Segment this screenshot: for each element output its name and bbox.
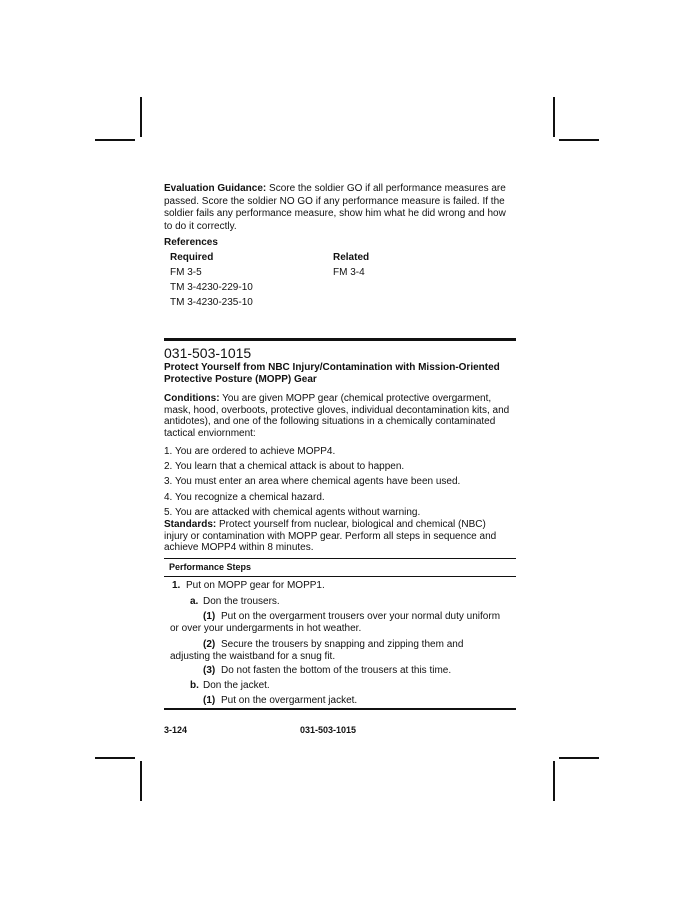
step-b1-text: Put on the overgarment jacket.	[221, 695, 358, 706]
step-b1-label: (1)	[203, 695, 216, 706]
evaluation-text: Score the soldier GO if all performance measures are passed. Score the soldier NO GO if any performance measure is failed. If the soldier fails any performance measure, show him what he did wrong and how to do it correctly.	[164, 183, 506, 232]
evaluation-guidance	[164, 183, 514, 233]
condition-item: 4. You recognize a chemical hazard.	[164, 491, 325, 503]
standards-label: Standards:	[164, 519, 217, 530]
conditions-list	[164, 444, 460, 520]
task-header-rule	[164, 338, 516, 341]
condition-item: 1. You are ordered to achieve MOPP4.	[164, 446, 336, 457]
required-label: Required	[170, 252, 214, 263]
step-1-number: 1.	[172, 580, 181, 591]
performance-heading-rule	[164, 576, 516, 577]
required-list	[170, 265, 253, 310]
step-a1-line2: or over your undergarments in hot weather.	[170, 623, 362, 634]
standards-text: Protect yourself from nuclear, biological and chemical (NBC) injury or contamination with MOPP gear. Perform all steps in sequence and achieve MOPP4 within 8 minutes.	[164, 519, 497, 553]
footer-page-number: 3-124	[164, 725, 188, 735]
required-ref: TM 3-4230-229-10	[170, 282, 253, 293]
related-label: Related	[333, 252, 370, 263]
step-1-text: Put on MOPP gear for MOPP1.	[186, 580, 325, 591]
task-title-line2: Protective Posture (MOPP) Gear	[164, 373, 317, 385]
step-a1-label: (1)	[203, 611, 216, 622]
step-a3-text: Do not fasten the bottom of the trousers at this time.	[221, 665, 452, 676]
step-a2-line2: adjusting the waistband for a snug fit.	[170, 651, 336, 662]
required-ref: TM 3-4230-235-10	[170, 297, 253, 308]
crop-mark-bottom-right-h	[559, 757, 599, 759]
step-a2-label: (2)	[203, 639, 216, 650]
step-b-label: b.	[190, 680, 199, 691]
required-ref: FM 3-5	[170, 267, 202, 278]
conditions-paragraph	[164, 393, 510, 439]
references-heading: References	[164, 237, 218, 248]
step-a2-line1: Secure the trousers by snapping and zipping them and	[221, 639, 464, 650]
performance-heading: Performance Steps	[169, 562, 252, 572]
footer-rule	[164, 708, 516, 710]
crop-mark-bottom-left-v	[140, 761, 142, 801]
crop-mark-top-left-v	[140, 97, 142, 137]
standards-paragraph	[164, 519, 512, 554]
step-b-text: Don the jacket.	[203, 680, 270, 691]
task-title-line1: Protect Yourself from NBC Injury/Contamination with Mission-Oriented	[164, 362, 500, 373]
crop-mark-top-right-h	[559, 139, 599, 141]
crop-mark-bottom-left-h	[95, 757, 135, 759]
performance-top-rule	[164, 558, 516, 559]
related-ref: FM 3-4	[333, 267, 365, 278]
step-a-label: a.	[190, 596, 199, 607]
task-title	[164, 362, 524, 385]
crop-mark-top-right-v	[553, 97, 555, 137]
step-a-text: Don the trousers.	[203, 596, 280, 607]
condition-item: 3. You must enter an area where chemical agents have been used.	[164, 476, 461, 488]
crop-mark-bottom-right-v	[553, 761, 555, 801]
conditions-text: You are given MOPP gear (chemical protective overgarment, mask, hood, overboots, protective gloves, individual decontamination kits, and antidotes), and one of the following situations in a chemically contaminated tactical enviornment:	[164, 393, 510, 439]
condition-item: 5. You are attacked with chemical agents without warning.	[164, 506, 421, 518]
conditions-label: Conditions:	[164, 393, 220, 404]
step-a1-line1: Put on the overgarment trousers over your normal duty uniform	[221, 611, 501, 622]
condition-item: 2. You learn that a chemical attack is about to happen.	[164, 461, 405, 473]
step-a3-label: (3)	[203, 665, 216, 676]
crop-mark-top-left-h	[95, 139, 135, 141]
footer-task-number: 031-503-1015	[300, 725, 357, 735]
evaluation-label: Evaluation Guidance:	[164, 183, 267, 194]
related-list	[333, 265, 365, 280]
task-number: 031-503-1015	[164, 345, 252, 361]
